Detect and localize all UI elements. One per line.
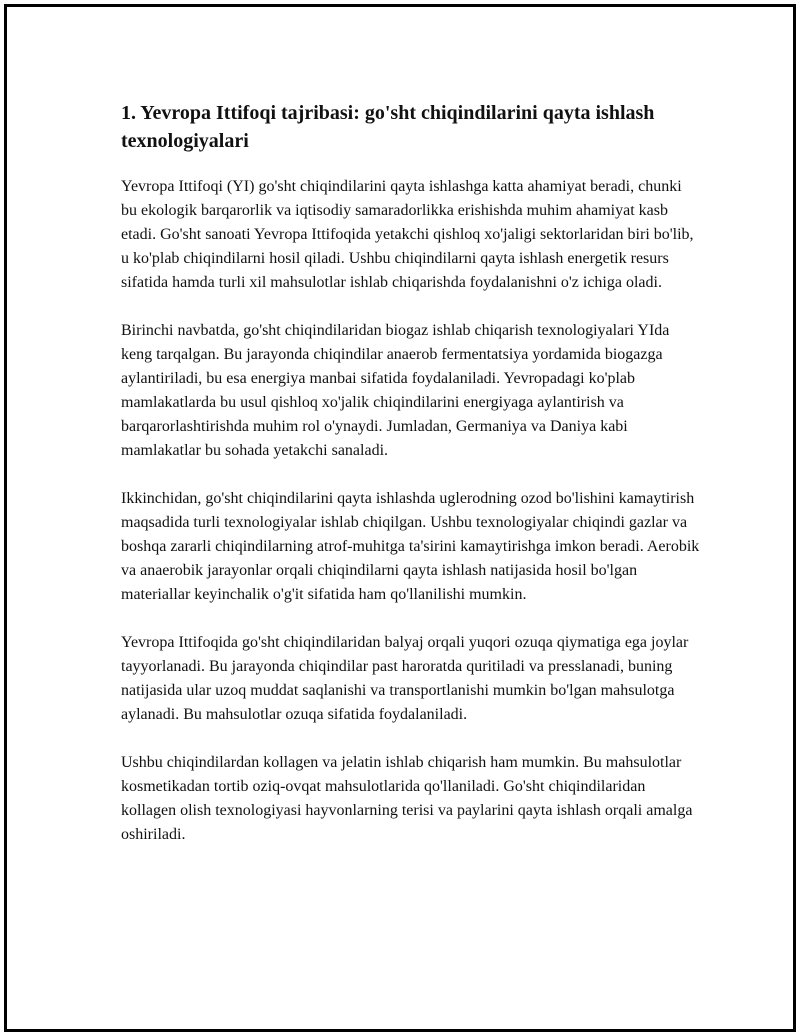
paragraph-intro: Yevropa Ittifoqi (YI) go'sht chiqindilarini qayta ishlashga katta ahamiyat beradi, chunki bu ekologik barqarorlik va iqtisodiy samaradorlikka erishishda muhim ahamiyat kasb etadi. Go'sht sanoati Yevropa Ittifoqida yetakchi qishloq xo'jaligi sektorlaridan biri bo'lib, u ko'plab chiqindilarni hosil qiladi. Ushbu chiqindilarni qayta ishlash energetik resurs sifatida hamda turli xil mahsulotlar ishlab chiqarishda foydalanishni o'z ichiga oladi. xyxy=(121,178,694,291)
page-frame xyxy=(4,4,796,1032)
paragraph-emissions: Ikkinchidan, go'sht chiqindilarini qayta ishlashda uglerodning ozod bo'lishini kamaytirish maqsadida turli texnologiyalar ishlab chiqilgan. Ushbu texnologiyalar chiqindi gazlar va boshqa zararli chiqindilarning atrof-muhitga ta'sirini kamaytirishga imkon beradi. Aerobik va anaerobik jarayonlar orqali chiqindilarni qayta ishlash natijasida hosil bo'lgan materiallar keyinchalik o'g'it sifatida ham qo'llanilishi mumkin. xyxy=(121,490,700,603)
paragraph-collagen: Ushbu chiqindilardan kollagen va jelatin ishlab chiqarish ham mumkin. Bu mahsulotlar kosmetikadan tortib oziq-ovqat mahsulotlarida qo'llaniladi. Go'sht chiqindilaridan kollagen olish texnologiyasi hayvonlarning terisi va paylarini qayta ishlash orqali amalga oshiriladi. xyxy=(121,754,693,843)
paragraph-feed: Yevropa Ittifoqida go'sht chiqindilaridan balyaj orqali yuqori ozuqa qiymatiga ega joylar tayyorlanadi. Bu jarayonda chiqindilar past haroratda quritiladi va presslanadi, buning natijasida ular uzoq muddat saqlanishi va transportlanishi mumkin bo'lgan mahsulotga aylanadi. Bu mahsulotlar ozuqa sifatida foydalaniladi. xyxy=(121,634,689,723)
paragraph-biogas: Birinchi navbatda, go'sht chiqindilaridan biogaz ishlab chiqarish texnologiyalari YIda keng tarqalgan. Bu jarayonda chiqindilar anaerob fermentatsiya yordamida biogazga aylantiriladi, bu esa energiya manbai sifatida foydalaniladi. Yevropadagi ko'plab mamlakatlarda bu usul qishloq xo'jalik chiqindilarini energiyaga aylantirish va barqarorlashtirishda muhim rol o'ynaydi. Jumladan, Germaniya va Daniya kabi mamlakatlar bu sohada yetakchi sanaladi. xyxy=(121,322,670,459)
document-body xyxy=(121,99,701,871)
section-heading: 1. Yevropa Ittifoqi tajribasi: go'sht chiqindilarini qayta ishlash texnologiyalari xyxy=(121,102,655,152)
